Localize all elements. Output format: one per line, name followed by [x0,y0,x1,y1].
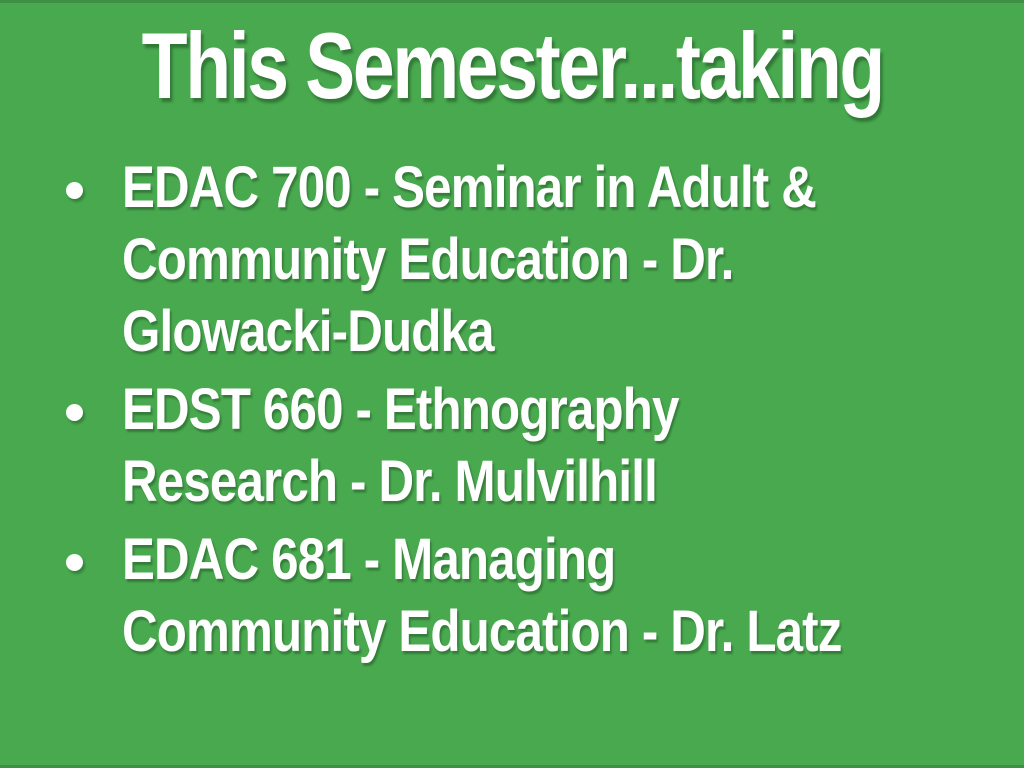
bullet-text [122,524,969,668]
bullet-line: Community Education - Dr. Latz [122,599,842,664]
bullet-icon [66,404,83,421]
bullet-text [122,374,777,518]
bullet-item-edst-660 [66,374,1014,518]
slide-title [0,14,1024,118]
bullet-line: Research - Dr. Mulvilhill [122,449,657,514]
bullet-line: Community Education - Dr. [122,227,734,292]
bullet-icon [66,554,83,571]
bullet-item-edac-681 [66,524,1014,668]
bullet-line: EDAC 681 - Managing [122,527,616,592]
bullet-list [66,152,1014,674]
bullet-icon [66,182,83,199]
bullet-line: EDST 660 - Ethnography [122,377,679,442]
top-edge-divider [0,0,1024,3]
bullet-item-edac-700 [66,152,1014,368]
slide-title-text: This Semester...taking [141,13,883,118]
bullet-text [122,152,938,368]
bullet-line: EDAC 700 - Seminar in Adult & [122,155,816,220]
bullet-line: Glowacki-Dudka [122,299,494,364]
